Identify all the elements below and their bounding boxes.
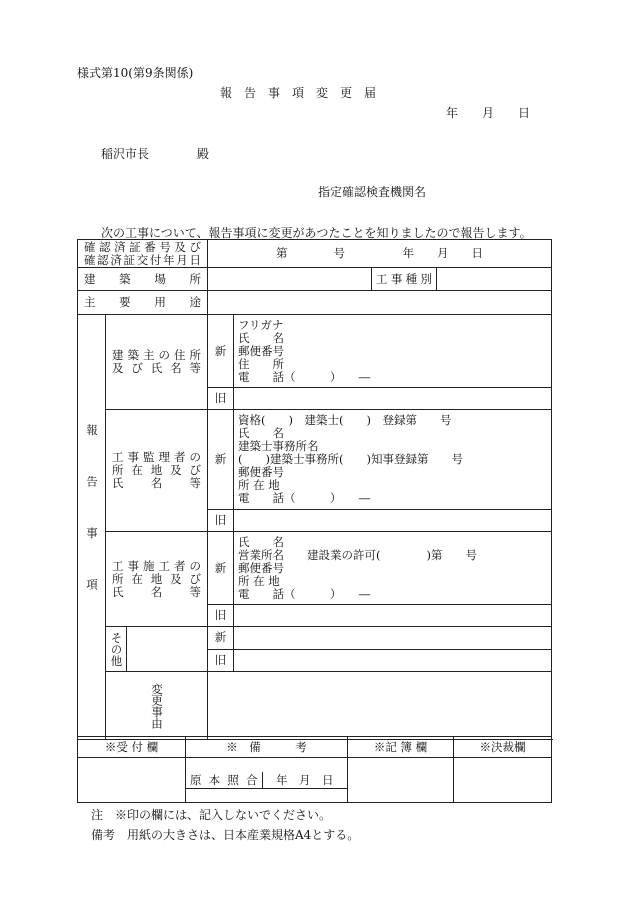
contractor-label: 工事施工者の 所在地及び 氏 名 等 (106, 532, 208, 627)
supervisor-old-fields[interactable] (234, 510, 552, 532)
owner-new-label: 新 (208, 315, 234, 388)
work-type-label: 工事種別 (372, 268, 437, 291)
site-value[interactable] (208, 268, 372, 291)
agency-name-label: 指定確認検査機関名 (318, 185, 427, 199)
remarks-field (186, 758, 348, 803)
document-title: 報 告 事 項 変 更 届 (220, 86, 377, 100)
addressee: 稲沢市長 殿 (101, 147, 210, 161)
other-new-fields[interactable] (234, 627, 552, 650)
supervisor-new-label: 新 (208, 410, 234, 510)
reason-value[interactable] (208, 672, 552, 740)
use-value[interactable] (208, 291, 552, 315)
work-type-value[interactable] (437, 268, 552, 291)
note-office-use: 注 ※印の欄には、記入しないでください。 (91, 808, 332, 822)
remarks-blank-right[interactable] (262, 788, 347, 789)
other-old-label: 旧 (208, 649, 234, 672)
cert-number-label: 確認済証番号及び 確認済証交付年月日 (78, 240, 208, 268)
reason-label: 変更事由 (106, 672, 208, 740)
other-label-cell (106, 627, 208, 672)
other-new-label: 新 (208, 627, 234, 650)
supervisor-old-label: 旧 (208, 510, 234, 532)
owner-label: 建築主の住所 及び氏名等 (106, 315, 208, 410)
contractor-old-label: 旧 (208, 605, 234, 627)
contractor-new-label: 新 (208, 532, 234, 605)
reception-header: ※受 付 欄 (78, 737, 186, 758)
original-check-date[interactable]: 年 月 日 (262, 772, 347, 789)
approval-field[interactable] (454, 758, 552, 803)
approval-header: ※決裁欄 (454, 737, 552, 758)
use-label: 主要用途 (78, 291, 208, 315)
supervisor-new-fields[interactable]: 資格( ) 建築士( ) 登録第 号 氏 名 建築士事務所名 ( )建築士事務所( )知事登録第 号 郵便番号 所 在 地 電 話（ ） ― (234, 410, 552, 510)
report-form-table (77, 239, 552, 740)
owner-old-label: 旧 (208, 388, 234, 410)
original-check-label: 原本照合 (186, 772, 262, 789)
other-label: その他 (109, 631, 124, 667)
intro-text: 次の工事について、報告事項に変更があつたことを知りましたので報告します。 (101, 226, 532, 240)
owner-old-fields[interactable] (234, 388, 552, 410)
cert-number-value[interactable]: 第 号 年 月 日 (208, 240, 552, 268)
note-paper-size: 備考 用紙の大きさは、日本産業規格A4とする。 (91, 828, 360, 842)
office-use-table (77, 736, 552, 803)
contractor-old-fields[interactable] (234, 605, 552, 627)
supervisor-label: 工事監理者の 所在地及び 氏 名 等 (106, 410, 208, 532)
other-old-fields[interactable] (234, 649, 552, 672)
remarks-blank-left[interactable] (186, 788, 262, 789)
date-line: 年 月 日 (446, 106, 531, 120)
reception-field[interactable] (78, 758, 186, 803)
site-label: 建築場所 (78, 268, 208, 291)
report-items-label: 報告事項 (78, 315, 106, 740)
contractor-new-fields[interactable]: 氏 名 営業所名 建設業の許可( )第 号 郵便番号 所 在 地 電 話（ ） ― (234, 532, 552, 605)
form-reference: 様式第10(第9条関係) (77, 66, 194, 80)
record-field[interactable] (348, 758, 454, 803)
record-header: ※記 簿 欄 (348, 737, 454, 758)
other-item-value[interactable] (127, 627, 208, 671)
remarks-header: ※ 備 考 (186, 737, 348, 758)
owner-new-fields[interactable]: フリガナ 氏 名 郵便番号 住 所 電 話（ ） ― (234, 315, 552, 388)
